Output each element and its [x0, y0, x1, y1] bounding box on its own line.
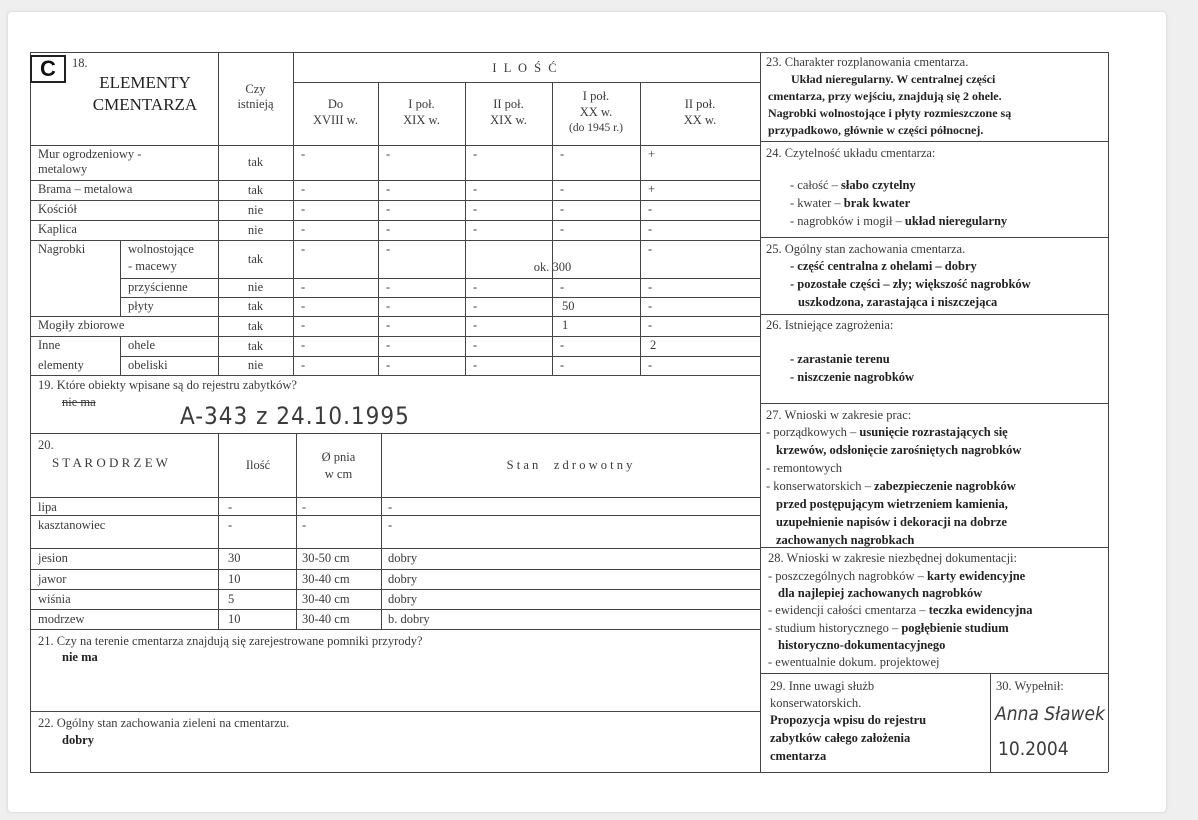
- q28-line-value: teczka ewidencyjna: [928, 603, 1033, 618]
- period-value: -: [301, 242, 306, 256]
- tree-count: 10: [228, 612, 241, 626]
- grid-line: [30, 375, 760, 376]
- grid-line: [30, 433, 760, 434]
- period-value: -: [560, 358, 565, 372]
- tree-diameter: 30-40 cm: [302, 572, 350, 586]
- tree-count: -: [228, 500, 233, 514]
- period-value: -: [473, 299, 478, 313]
- grid-line: [30, 548, 760, 549]
- element-name: Inne: [38, 338, 61, 352]
- element-name: Mogiły zbiorowe: [38, 318, 125, 332]
- q22-answer: dobry: [62, 733, 94, 747]
- period-value: -: [301, 202, 306, 216]
- element-name: Kościół: [38, 202, 77, 216]
- period-value: -: [301, 338, 306, 352]
- q28-line: [768, 655, 939, 671]
- exists-value: tak: [247, 338, 264, 353]
- period-value: -: [473, 147, 478, 161]
- period-value: -: [560, 338, 565, 352]
- q27-line-value: przed postępującym wietrzeniem kamienia,: [776, 497, 1008, 511]
- grid-line: [30, 589, 760, 590]
- q27-line: [766, 461, 842, 477]
- period-value: -: [473, 318, 478, 332]
- q20-col-pnia-2: w cm: [324, 467, 353, 481]
- grid-line: [30, 772, 1108, 773]
- elements-title-2: CMENTARZA: [92, 95, 198, 114]
- q25-line: - część centralna z ohelami – dobry: [790, 259, 977, 273]
- period-label: (do 1945 r.): [569, 122, 623, 134]
- q23-line: przypadkowo, głównie w części północnej.: [768, 123, 984, 137]
- q29-line: Propozycja wpisu do rejestru: [770, 713, 927, 727]
- q28-line: [778, 638, 945, 654]
- grid-line: [30, 52, 1108, 53]
- grid-line: [30, 711, 760, 712]
- period-label: XIX w.: [403, 113, 440, 127]
- period-value: -: [386, 358, 391, 372]
- tree-name: modrzew: [38, 612, 85, 626]
- period-value: -: [648, 318, 653, 332]
- q27-line-prefix: - remontowych: [766, 461, 843, 475]
- q20-number: 20.: [38, 438, 54, 452]
- q28-line: [768, 621, 1009, 637]
- period-value: -: [301, 299, 306, 313]
- tree-state: -: [388, 500, 393, 514]
- q30-label: 30. Wypełnił:: [996, 679, 1064, 693]
- period-value: -: [648, 242, 653, 256]
- period-value: 2: [650, 338, 657, 352]
- period-value: -: [301, 182, 306, 196]
- grid-line: [30, 609, 760, 610]
- q28-line-value: dla najlepiej zachowanych nagrobków: [778, 586, 983, 601]
- merged-count: ok. 300: [533, 260, 572, 274]
- period-label: XX w.: [579, 105, 613, 119]
- q28-line: [768, 603, 1032, 619]
- section-number: 18.: [72, 56, 88, 70]
- element-name: Brama – metalowa: [38, 182, 133, 196]
- q24-item-value: brak kwater: [843, 196, 911, 210]
- period-value: -: [386, 242, 391, 256]
- section-letter-box: C: [30, 55, 66, 83]
- period-value: -: [386, 338, 391, 352]
- exists-value: tak: [247, 251, 264, 266]
- grid-line: [30, 220, 760, 221]
- period-value: -: [648, 358, 653, 372]
- exists-value: nie: [247, 280, 264, 294]
- period-value: -: [560, 202, 565, 216]
- period-value: -: [648, 299, 653, 313]
- period-value: -: [473, 202, 478, 216]
- q20-col-pnia-1: Ø pnia: [321, 450, 356, 464]
- q29-label-2: konserwatorskich.: [770, 696, 862, 710]
- tree-count: 5: [228, 592, 235, 606]
- tree-state: dobry: [388, 572, 418, 586]
- grid-line: [120, 278, 760, 279]
- q27-line-value: zabezpieczenie nagrobków: [873, 479, 1016, 493]
- period-value: -: [386, 280, 391, 294]
- q27-line: [766, 479, 1016, 495]
- q27-line-value: zachowanych nagrobkach: [776, 533, 915, 547]
- grid-line: [30, 497, 760, 498]
- q20-col-ilosc: Ilość: [245, 458, 271, 472]
- element-subtype: wolnostojące: [128, 242, 194, 256]
- element-name: metalowy: [38, 162, 88, 176]
- exists-value: nie: [247, 358, 264, 372]
- grid-line: [218, 433, 219, 629]
- grid-line: [760, 314, 1108, 315]
- q28-line-prefix: - studium historycznego –: [768, 620, 902, 635]
- q23-line: Układ nieregularny. W centralnej części: [791, 72, 996, 86]
- period-value: 1: [562, 318, 569, 332]
- tree-name: lipa: [38, 500, 57, 514]
- grid-line: [120, 297, 760, 298]
- grid-line: [120, 356, 760, 357]
- period-value: -: [301, 222, 306, 236]
- grid-line: [990, 673, 991, 772]
- grid-line: [293, 82, 760, 83]
- q21-answer: nie ma: [62, 650, 98, 664]
- period-value: -: [473, 222, 478, 236]
- tree-state: dobry: [388, 551, 418, 565]
- grid-line: [30, 629, 760, 630]
- czy-label-2: istnieją: [237, 97, 274, 111]
- q19-struck-text: nie ma: [62, 395, 96, 409]
- q28-line: [768, 569, 1025, 585]
- q19-register-number: A-343 z 24.10.1995: [180, 402, 410, 430]
- q27-label: 27. Wnioski w zakresie prac:: [766, 408, 912, 422]
- q29-label-1: 29. Inne uwagi służb: [770, 679, 875, 693]
- tree-diameter: 30-40 cm: [302, 592, 350, 606]
- q28-line-prefix: - ewidencji całości cmentarza –: [768, 603, 929, 618]
- period-value: -: [301, 147, 306, 161]
- tree-state: -: [388, 518, 393, 532]
- q26-item: - zarastanie terenu: [790, 352, 890, 366]
- q19-label: 19. Które obiekty wpisane są do rejestru zabytków?: [38, 378, 297, 392]
- period-label: XVIII w.: [312, 113, 358, 127]
- element-subtype: - macewy: [128, 259, 177, 273]
- tree-state: b. dobry: [388, 612, 430, 626]
- tree-count: -: [228, 518, 233, 532]
- period-value: -: [473, 280, 478, 294]
- period-value: -: [648, 202, 653, 216]
- q28-line: [778, 586, 982, 602]
- q27-line-value: uzupełnienie napisów i dekoracji na dobrze: [776, 515, 1007, 529]
- q28-line-value: pogłębienie studium: [901, 620, 1009, 635]
- q28-label: 28. Wnioski w zakresie niezbędnej dokumentacji:: [768, 551, 1017, 565]
- grid-line: [30, 336, 760, 337]
- period-label: XIX w.: [490, 113, 527, 127]
- period-label: I poł.: [408, 97, 435, 111]
- grid-line: [30, 180, 760, 181]
- exists-value: tak: [247, 318, 264, 333]
- q28-line-value: historyczno-dokumentacyjnego: [778, 637, 946, 652]
- q28-line-value: karty ewidencyjne: [926, 569, 1026, 583]
- q24-item: [790, 178, 916, 194]
- grid-line: [30, 200, 760, 201]
- q27-line: [776, 515, 1007, 531]
- q21-label: 21. Czy na terenie cmentarza znajdują się zarejestrowane pomniki przyrody?: [38, 634, 423, 648]
- period-value: -: [386, 182, 391, 196]
- q30-signature: Anna Sławek: [995, 703, 1105, 725]
- q29-line: zabytków całego założenia: [770, 731, 911, 745]
- tree-name: jawor: [38, 572, 67, 586]
- period-value: -: [560, 222, 565, 236]
- q24-item-prefix: - całość –: [790, 178, 842, 192]
- q27-line-prefix: - porządkowych –: [766, 425, 860, 439]
- grid-line: [30, 569, 760, 570]
- czy-label-1: Czy: [245, 82, 266, 96]
- period-value: -: [473, 358, 478, 372]
- exists-value: nie: [247, 222, 264, 237]
- exists-value: tak: [247, 182, 264, 197]
- q27-line-value: usunięcie rozrastających się: [859, 425, 1008, 439]
- q29-line: cmentarza: [770, 749, 827, 763]
- q28-line-prefix: - ewentualnie dokum. projektowej: [768, 655, 940, 669]
- grid-line: [120, 336, 121, 375]
- tree-diameter: 30-40 cm: [302, 612, 350, 626]
- q25-line: uszkodzona, zarastająca i niszczejąca: [798, 295, 998, 309]
- period-label: II poł.: [493, 97, 524, 111]
- grid-line: [30, 240, 760, 241]
- period-label: II poł.: [684, 97, 716, 111]
- element-name: Mur ogrodzeniowy -: [38, 147, 142, 161]
- q22-label: 22. Ogólny stan zachowania zieleni na cmentarzu.: [38, 716, 290, 730]
- grid-line: [760, 673, 1108, 674]
- period-value: -: [301, 280, 306, 294]
- period-value: -: [386, 202, 391, 216]
- q24-item-prefix: - kwater –: [790, 196, 844, 210]
- element-subtype: przyścienne: [128, 280, 188, 294]
- period-value: -: [648, 280, 653, 294]
- period-value: -: [301, 358, 306, 372]
- period-value: -: [473, 338, 478, 352]
- element-subtype: płyty: [128, 299, 154, 313]
- grid-line: [30, 145, 760, 146]
- grid-line: [760, 141, 1108, 142]
- period-label: Do: [327, 97, 344, 111]
- q23-line: cmentarza, przy wejściu, znajdują się 2 ohele.: [768, 89, 1002, 103]
- q25-line: - pozostałe części – zły; większość nagrobków: [790, 277, 1031, 291]
- period-value: 50: [562, 299, 575, 313]
- q25-label: 25. Ogólny stan zachowania cmentarza.: [766, 242, 966, 256]
- q24-item-value: słabo czytelny: [841, 178, 916, 192]
- period-label: I poł.: [582, 89, 610, 103]
- period-value: -: [386, 299, 391, 313]
- q24-item-value: układ nieregularny: [904, 214, 1008, 228]
- exists-value: tak: [247, 299, 264, 313]
- q20-title: S T A R O D R Z E W: [52, 455, 168, 470]
- tree-count: 10: [228, 572, 241, 586]
- q27-line: [776, 497, 1008, 513]
- q20-col-stan: S t a n z d r o w o t n y: [506, 458, 633, 472]
- grid-line: [30, 515, 760, 516]
- element-subtype: obeliski: [128, 358, 168, 372]
- period-label: XX w.: [683, 113, 717, 127]
- period-value: -: [386, 222, 391, 236]
- exists-value: tak: [247, 155, 264, 169]
- grid-line: [120, 240, 121, 316]
- grid-line: [30, 316, 760, 317]
- exists-value: nie: [247, 202, 264, 217]
- tree-state: dobry: [388, 592, 418, 606]
- elements-title-1: ELEMENTY: [99, 73, 191, 92]
- tree-count: 30: [228, 551, 241, 565]
- period-value: -: [560, 147, 565, 161]
- grid-line: [760, 52, 761, 772]
- grid-line: [760, 237, 1108, 238]
- q24-label: 24. Czytelność układu cmentarza:: [766, 146, 936, 160]
- q26-item: - niszczenie nagrobków: [790, 370, 915, 384]
- q27-line: [776, 533, 914, 549]
- grid-line: [1108, 52, 1109, 772]
- period-value: +: [648, 182, 656, 196]
- q27-line-value: krzewów, odsłonięcie zarośniętych nagrobków: [776, 443, 1022, 457]
- tree-diameter: -: [302, 518, 307, 532]
- q27-line-prefix: - konserwatorskich –: [766, 479, 874, 493]
- q27-line: [766, 425, 1008, 441]
- period-value: -: [473, 182, 478, 196]
- q26-label: 26. Istniejące zagrożenia:: [766, 318, 894, 332]
- tree-name: jesion: [38, 551, 68, 565]
- tree-name: kasztanowiec: [38, 518, 106, 532]
- q27-line: [776, 443, 1021, 459]
- q28-line-prefix: - poszczególnych nagrobków –: [768, 569, 927, 583]
- period-value: -: [560, 280, 565, 294]
- period-value: -: [560, 182, 565, 196]
- q23-label: 23. Charakter rozplanowania cmentarza.: [766, 55, 969, 69]
- q30-date: 10.2004: [998, 738, 1069, 760]
- element-name: elementy: [38, 358, 84, 372]
- tree-name: wiśnia: [38, 592, 71, 606]
- element-subtype: ohele: [128, 338, 156, 352]
- period-value: -: [648, 222, 653, 236]
- period-value: -: [386, 147, 391, 161]
- grid-line: [30, 52, 31, 772]
- q24-item: [790, 214, 1007, 230]
- grid-line: [760, 403, 1108, 404]
- ilosc-header: I L O Ś Ć: [492, 61, 559, 75]
- period-value: -: [301, 318, 306, 332]
- q24-item-prefix: - nagrobków i mogił –: [790, 214, 905, 228]
- tree-diameter: 30-50 cm: [302, 551, 350, 565]
- element-name: Nagrobki: [38, 242, 86, 256]
- period-value: -: [386, 318, 391, 332]
- element-name: Kaplica: [38, 222, 77, 236]
- tree-diameter: -: [302, 500, 307, 514]
- q24-item: [790, 196, 910, 212]
- period-value: +: [648, 147, 656, 161]
- q23-line: Nagrobki wolnostojące i płyty rozmieszczone są: [768, 106, 1012, 120]
